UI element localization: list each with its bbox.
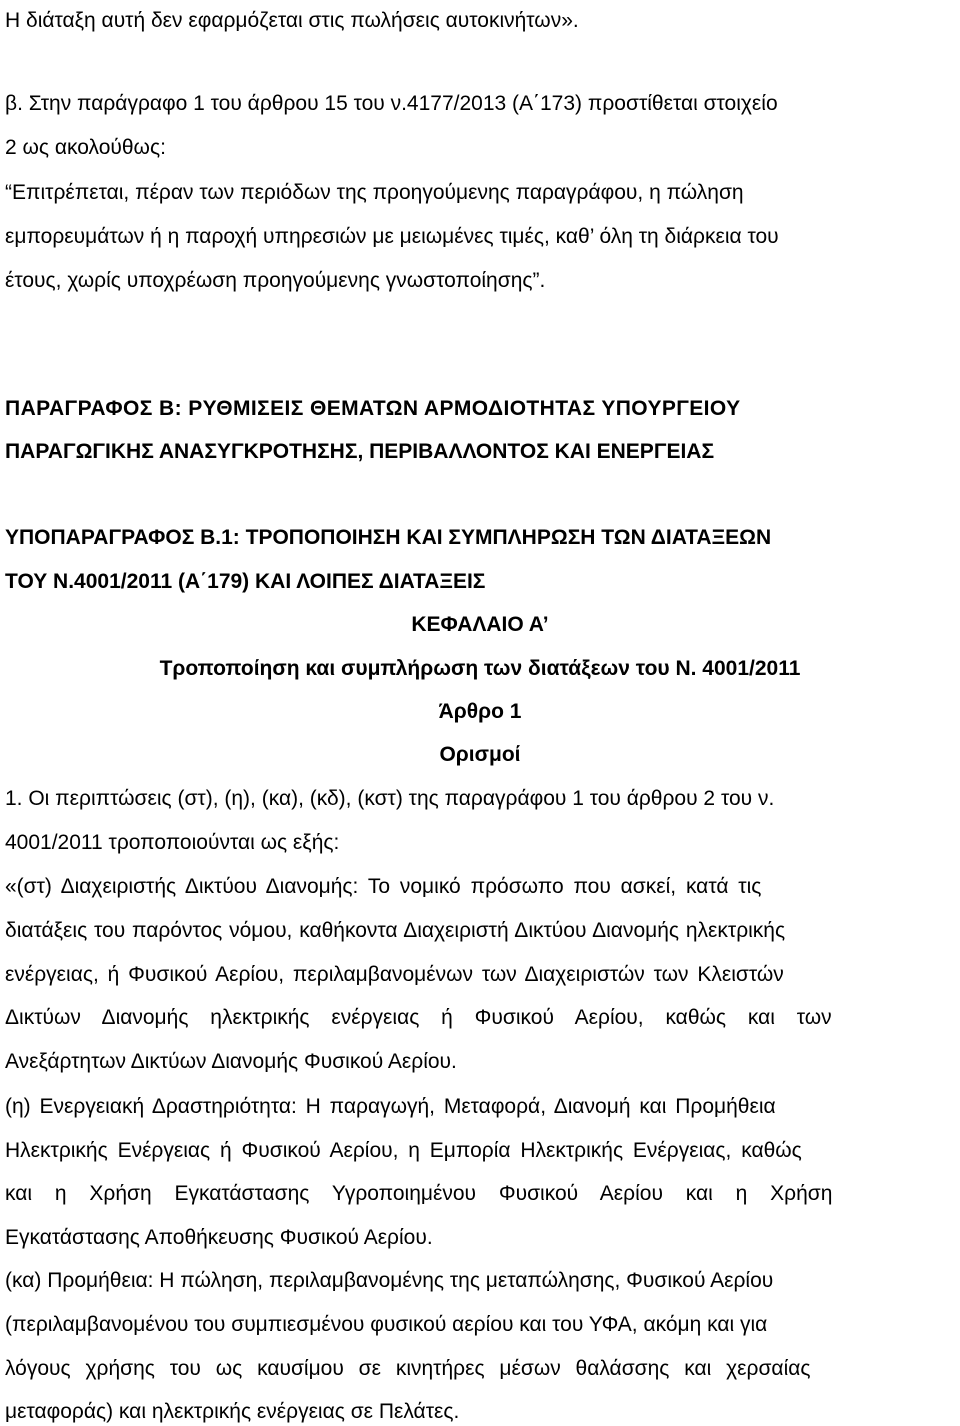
text-line-03: 2 ως ακολούθως: [5, 136, 166, 159]
chapter-subtitle: Τροποποίηση και συμπλήρωση των διατάξεων του Ν. 4001/2011 [159, 657, 801, 680]
text-line-06: έτους, χωρίς υποχρέωση προηγούμενης γνωστοποίησης”. [5, 269, 546, 292]
article-title: Ορισμοί [439, 743, 521, 766]
subsection-heading-line-2: ΤΟΥ Ν.4001/2011 (Α΄179) ΚΑΙ ΛΟΙΠΕΣ ΔΙΑΤΑΞΕΙΣ [5, 570, 486, 593]
text-line-18: διατάξεις του παρόντος νόμου, καθήκοντα Διαχειριστή Δικτύου Διανομής ηλεκτρικής [5, 919, 786, 942]
text-line-27: (περιλαμβανομένου του συμπιεσμένου φυσικού αερίου και του ΥΦΑ, ακόμη και για [5, 1313, 768, 1336]
section-heading-line-1: ΠΑΡΑΓΡΑΦΟΣ Β: ΡΥΘΜΙΣΕΙΣ ΘΕΜΑΤΩΝ ΑΡΜΟΔΙΟΤΗΤΑΣ ΥΠΟΥΡΓΕΙΟΥ [5, 397, 741, 420]
text-line-22: (η) Ενεργειακή Δραστηριότητα: Η παραγωγή, Μεταφορά, Διανομή και Προμήθεια [5, 1095, 776, 1118]
text-line-28: λόγους χρήσης του ως καυσίμου σε κινητήρες μέσων θαλάσσης και χερσαίας [5, 1357, 811, 1380]
text-line-02: β. Στην παράγραφο 1 του άρθρου 15 του ν.4177/2013 (Α΄173) προστίθεται στοιχείο [5, 92, 778, 115]
text-line-29: μεταφοράς) και ηλεκτρικής ενέργειας σε Πελάτες. [5, 1400, 460, 1423]
text-line-16: 4001/2011 τροποποιούνται ως εξής: [5, 831, 340, 854]
text-line-25: Εγκατάστασης Αποθήκευσης Φυσικού Αερίου. [5, 1226, 433, 1249]
text-line-26: (κα) Προμήθεια: Η πώληση, περιλαμβανομένης της μεταπώλησης, Φυσικού Αερίου [5, 1269, 774, 1292]
text-line-21: Ανεξάρτητων Δικτύων Διανομής Φυσικού Αερίου. [5, 1050, 457, 1073]
text-line-23: Ηλεκτρικής Ενέργειας ή Φυσικού Αερίου, η Εμπορία Ηλεκτρικής Ενέργειας, καθώς [5, 1139, 802, 1162]
text-line-24: και η Χρήση Εγκατάστασης Υγροποιημένου Φυσικού Αερίου και η Χρήση [5, 1182, 833, 1205]
text-line-05: εμπορευμάτων ή η παροχή υπηρεσιών με μειωμένες τιμές, καθ’ όλη τη διάρκεια του [5, 225, 779, 248]
section-heading-line-2: ΠΑΡΑΓΩΓΙΚΗΣ ΑΝΑΣΥΓΚΡΟΤΗΣΗΣ, ΠΕΡΙΒΑΛΛΟΝΤΟΣ ΚΑΙ ΕΝΕΡΓΕΙΑΣ [5, 440, 715, 463]
text-line-04: “Επιτρέπεται, πέραν των περιόδων της προηγούμενης παραγράφου, η πώληση [5, 181, 744, 204]
text-line-17: «(στ) Διαχειριστής Δικτύου Διανομής: Το νομικό πρόσωπο που ασκεί, κατά τις [5, 875, 762, 898]
text-line-19: ενέργειας, ή Φυσικού Αερίου, περιλαμβανομένων των Διαχειριστών των Κλειστών [5, 963, 784, 986]
text-line-01: Η διάταξη αυτή δεν εφαρμόζεται στις πωλήσεις αυτοκινήτων». [5, 9, 579, 32]
chapter-title: ΚΕΦΑΛΑΙΟ Α’ [411, 613, 549, 636]
article-number: Άρθρο 1 [438, 700, 522, 723]
subsection-heading-line-1: ΥΠΟΠΑΡΑΓΡΑΦΟΣ Β.1: ΤΡΟΠΟΠΟΙΗΣΗ ΚΑΙ ΣΥΜΠΛΗΡΩΣΗ ΤΩΝ ΔΙΑΤΑΞΕΩΝ [5, 526, 772, 549]
text-line-15: 1. Οι περιπτώσεις (στ), (η), (κα), (κδ), (κστ) της παραγράφου 1 του άρθρου 2 του ν. [5, 787, 775, 810]
text-line-20: Δικτύων Διανομής ηλεκτρικής ενέργειας ή Φυσικού Αερίου, καθώς και των [5, 1006, 832, 1029]
